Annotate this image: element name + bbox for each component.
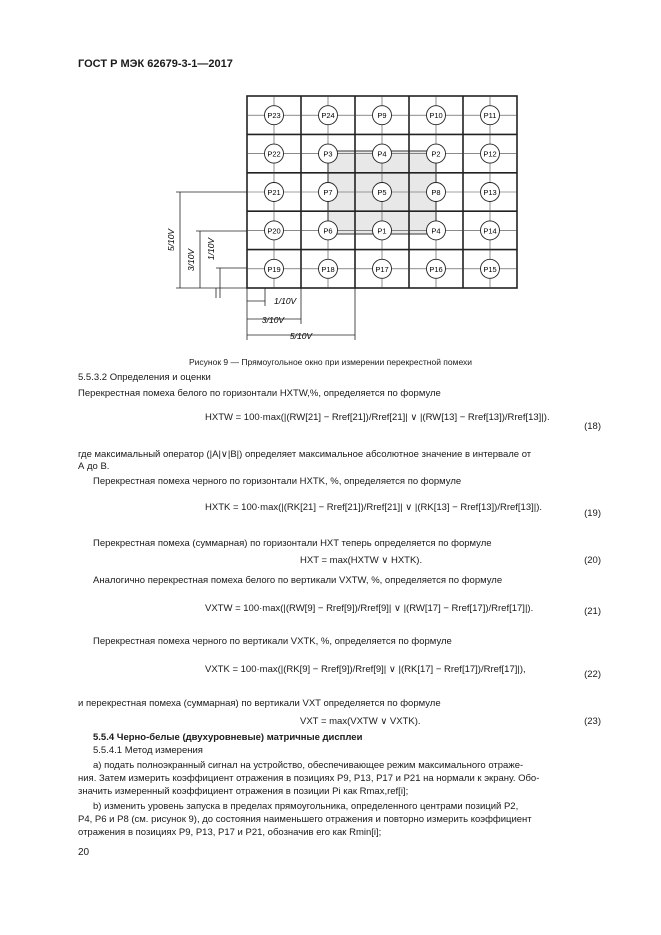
para-vxt-white: Аналогично перекрестная помеха белого по вертикали VXTW, %, определяется по формуле bbox=[93, 575, 503, 586]
equation-19: HXTK = 100·max(|(RK[21] − Rref[21])/Rref[21]| ∨ |(RK[13] − Rref[13])/Rref[13]|). bbox=[205, 502, 543, 513]
position-label: P11 bbox=[483, 111, 497, 121]
dim-horizontal-5-10: 5/10V bbox=[289, 331, 313, 341]
position-marker bbox=[319, 106, 338, 125]
position-marker bbox=[265, 183, 284, 202]
position-marker bbox=[481, 144, 500, 163]
position-label: P6 bbox=[323, 226, 333, 236]
dim-vertical-1-10: 1/10V bbox=[206, 237, 216, 261]
equation-number-22: (22) bbox=[584, 669, 601, 680]
para-hxt-black: Перекрестная помеха черного по горизонтали HXTK, %, определяется по формуле bbox=[93, 476, 462, 487]
position-label: P4 bbox=[431, 226, 441, 236]
figure-caption: Рисунок 9 — Прямоугольное окно при измерении перекрестной помехи bbox=[188, 357, 473, 367]
position-label: P2 bbox=[431, 149, 441, 159]
dim-horizontal-3-10: 3/10V bbox=[261, 315, 285, 325]
position-marker bbox=[319, 259, 338, 278]
section-heading-554: 5.5.4 Черно-белые (двухуровневые) матричные дисплеи bbox=[93, 732, 363, 743]
position-label: P12 bbox=[483, 149, 497, 159]
position-label: P17 bbox=[375, 264, 389, 274]
position-marker bbox=[481, 259, 500, 278]
crosstalk-window-figure bbox=[160, 88, 540, 350]
equation-21: VXTW = 100·max(|(RW[9] − Rref[9])/Rref[9]| ∨ |(RW[17] − Rref[17])/Rref[17]|). bbox=[205, 603, 534, 614]
position-label: P16 bbox=[429, 264, 443, 274]
para-hxt-white: Перекрестная помеха белого по горизонтали HXTW,%, определяется по формуле bbox=[78, 388, 441, 399]
document-header: ГОСТ Р МЭК 62679-3-1—2017 bbox=[78, 58, 233, 70]
position-label: P24 bbox=[321, 111, 335, 121]
equation-22: VXTK = 100·max(|(RK[9] − Rref[9])/Rref[9]| ∨ |(RK[17] − Rref[17])/Rref[17]|), bbox=[205, 664, 526, 675]
position-label: P9 bbox=[377, 111, 387, 121]
position-marker bbox=[427, 106, 446, 125]
position-marker bbox=[427, 221, 446, 240]
position-marker bbox=[427, 183, 446, 202]
position-label: P18 bbox=[321, 264, 335, 274]
para-max-operator: где максимальный оператор (|A|∨|B|) определяет максимальное абсолютное значение в интервале от bbox=[78, 449, 532, 460]
position-marker bbox=[373, 144, 392, 163]
position-marker bbox=[265, 106, 284, 125]
position-label: P10 bbox=[429, 111, 443, 121]
equation-number-18: (18) bbox=[584, 421, 601, 432]
position-label: P19 bbox=[267, 264, 281, 274]
page-number: 20 bbox=[78, 847, 90, 858]
position-marker bbox=[265, 144, 284, 163]
position-marker bbox=[481, 183, 500, 202]
position-label: P8 bbox=[431, 188, 441, 197]
position-marker bbox=[373, 183, 392, 202]
para-step-a-3: значить измеренный коэффициент отражения в позиции Pi как Rmax,ref[i]; bbox=[78, 786, 409, 797]
dim-horizontal-1-10: 1/10V bbox=[274, 296, 297, 306]
position-label: P21 bbox=[267, 188, 281, 197]
equation-23: VXT = max(VXTW ∨ VXTK). bbox=[300, 716, 421, 727]
para-vxt-black: Перекрестная помеха черного по вертикали VXTK, %, определяется по формуле bbox=[93, 636, 452, 647]
equation-20: HXT = max(HXTW ∨ HXTK). bbox=[300, 555, 423, 566]
position-label: P4 bbox=[377, 149, 387, 159]
equation-18: HXTW = 100·max(|(RW[21] − Rref[21])/Rref[21]| ∨ |(RW[13] − Rref[13])/Rref[13]|). bbox=[205, 412, 550, 423]
position-label: P22 bbox=[267, 149, 281, 159]
position-label: P15 bbox=[483, 264, 497, 274]
para-step-b-3: отражения в позициях P9, P13, P17 и P21, обозначив его как Rmin[i]; bbox=[78, 827, 382, 838]
position-marker bbox=[319, 144, 338, 163]
position-marker bbox=[319, 183, 338, 202]
position-marker bbox=[481, 221, 500, 240]
position-marker bbox=[427, 259, 446, 278]
equation-number-19: (19) bbox=[584, 508, 601, 519]
position-label: P1 bbox=[377, 226, 387, 236]
section-heading-5541: 5.5.4.1 Метод измерения bbox=[93, 745, 203, 756]
para-hxt-total: Перекрестная помеха (суммарная) по горизонтали HXT теперь определяется по формуле bbox=[93, 538, 492, 549]
position-label: P5 bbox=[377, 188, 387, 197]
position-marker bbox=[373, 221, 392, 240]
position-marker bbox=[319, 221, 338, 240]
position-label: P7 bbox=[323, 188, 333, 197]
para-vxt-total: и перекрестная помеха (суммарная) по вертикали VXT определяется по формуле bbox=[78, 698, 441, 709]
position-marker bbox=[265, 221, 284, 240]
position-marker bbox=[373, 259, 392, 278]
position-label: P23 bbox=[267, 111, 281, 121]
position-label: P3 bbox=[323, 149, 333, 159]
section-heading-5532: 5.5.3.2 Определения и оценки bbox=[78, 372, 211, 383]
position-marker bbox=[373, 106, 392, 125]
dim-vertical-3-10: 3/10V bbox=[186, 248, 196, 272]
position-marker bbox=[427, 144, 446, 163]
position-marker bbox=[265, 259, 284, 278]
equation-number-21: (21) bbox=[584, 606, 601, 617]
equation-number-20: (20) bbox=[584, 555, 601, 566]
para-step-b-2: P4, P6 и P8 (см. рисунок 9), до состояния наименьшего отражения и повторно измерить коэффициент bbox=[78, 814, 532, 825]
position-label: P13 bbox=[483, 188, 497, 197]
dim-vertical-5-10: 5/10V bbox=[166, 228, 176, 252]
position-label: P20 bbox=[267, 226, 281, 236]
para-step-a-1: a) подать полноэкранный сигнал на устройство, обеспечивающее режим максимального отраже- bbox=[93, 760, 524, 771]
position-label: P14 bbox=[483, 226, 497, 236]
position-marker bbox=[481, 106, 500, 125]
para-step-b-1: b) изменить уровень запуска в пределах прямоугольника, определенного центрами позиций P2, bbox=[93, 801, 519, 812]
para-max-operator-cont: А до В. bbox=[78, 461, 110, 472]
equation-number-23: (23) bbox=[584, 716, 601, 727]
para-step-a-2: ния. Затем измерить коэффициент отражения в позициях P9, P13, P17 и P21 на нормали к экрану. Обо- bbox=[78, 773, 540, 784]
